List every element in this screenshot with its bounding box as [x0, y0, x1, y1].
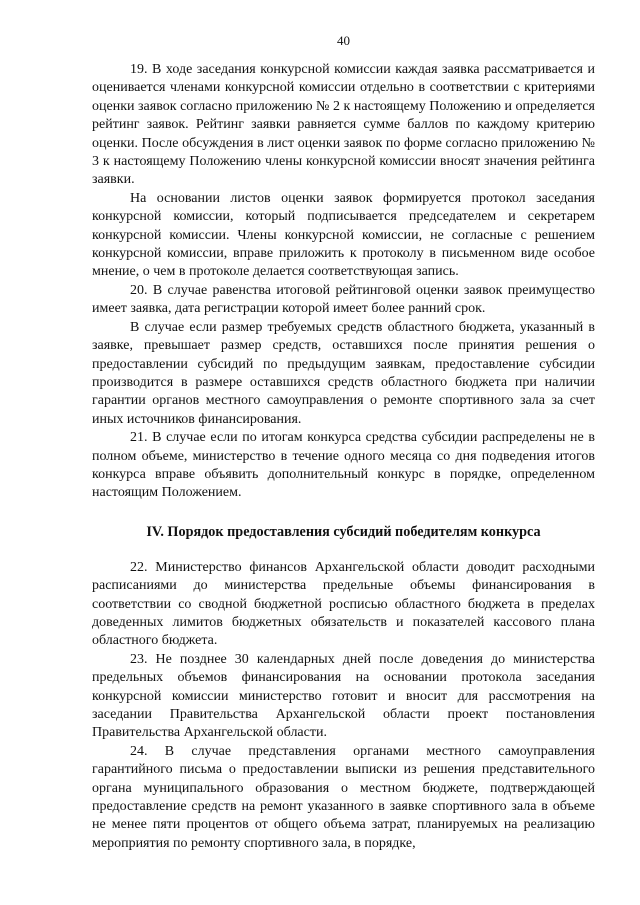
paragraph-22: 22. Министерство финансов Архангельской области доводит расходными расписаниями до министерства предельные объемы финансирования в соответствии со сводной бюджетной росписью областного бюджета в пределах доведенных лимитов бюджетных обязательств и показателей кассового плана областного бюджета. — [92, 559, 595, 649]
page-number: 40 — [337, 33, 350, 48]
document-body — [92, 61, 595, 853]
paragraph-24: 24. В случае представления органами местного самоуправления гарантийного письма о предоставлении выписки из решения представительного органа муниципального образования о местном бюджете, подтверждающей предоставление средств на ремонт указанного в заявке спортивного зала в объеме не менее пяти процентов от общего объема затрат, планируемых на реализацию мероприятия по ремонту спортивного зала, в порядке, — [92, 743, 595, 851]
paragraph-20-funds: В случае если размер требуемых средств областного бюджета, указанный в заявке, превышает размер средств, оставшихся после принятия решения о предоставлении субсидий по предыдущим заявкам, предоставление субсидии производится в размере оставшихся средств областного бюджета при наличии гарантии органов местного самоуправления о ремонте спортивного зала за счет иных источников финансирования. — [92, 319, 595, 427]
paragraph-20: 20. В случае равенства итоговой рейтинговой оценки заявок преимущество имеет заявка, дата регистрации которой имеет более ранний срок. — [92, 282, 595, 317]
paragraph-19-protocol: На основании листов оценки заявок формируется протокол заседания конкурсной комиссии, который подписывается председателем и секретарем конкурсной комиссии. Члены конкурсной комиссии, не согласные с решением конкурсной комиссии, вправе приложить к протоколу в письменном виде особое мнение, о чем в протоколе делается соответствующая запись. — [92, 190, 595, 280]
paragraph-21: 21. В случае если по итогам конкурса средства субсидии распределены не в полном объеме, министерство в течение одного месяца со дня подведения итогов конкурса вправе объявить дополнительный конкурс в порядке, определенном настоящим Положением. — [92, 430, 595, 501]
paragraph-19: 19. В ходе заседания конкурсной комиссии каждая заявка рассматривается и оценивается членами конкурсной комиссии отдельно в соответствии с критериями оценки заявок согласно приложению № 2 к настоящему Положению и определяется рейтинг заявок. Рейтинг заявки равняется сумме баллов по каждому критерию оценки. После обсуждения в лист оценки заявок по форме согласно приложению № 3 к настоящему Положению члены конкурсной комиссии вносят значения рейтинга заявки. — [92, 62, 595, 188]
section-heading: IV. Порядок предоставления субсидий победителям конкурса — [146, 523, 541, 540]
paragraph-23: 23. Не позднее 30 календарных дней после доведения до министерства предельных объемов финансирования на основании протокола заседания конкурсной комиссии министерство готовит и вносит для рассмотрения на заседании Правительства Архангельской области проект постановления Правительства Архангельской области. — [92, 651, 595, 741]
